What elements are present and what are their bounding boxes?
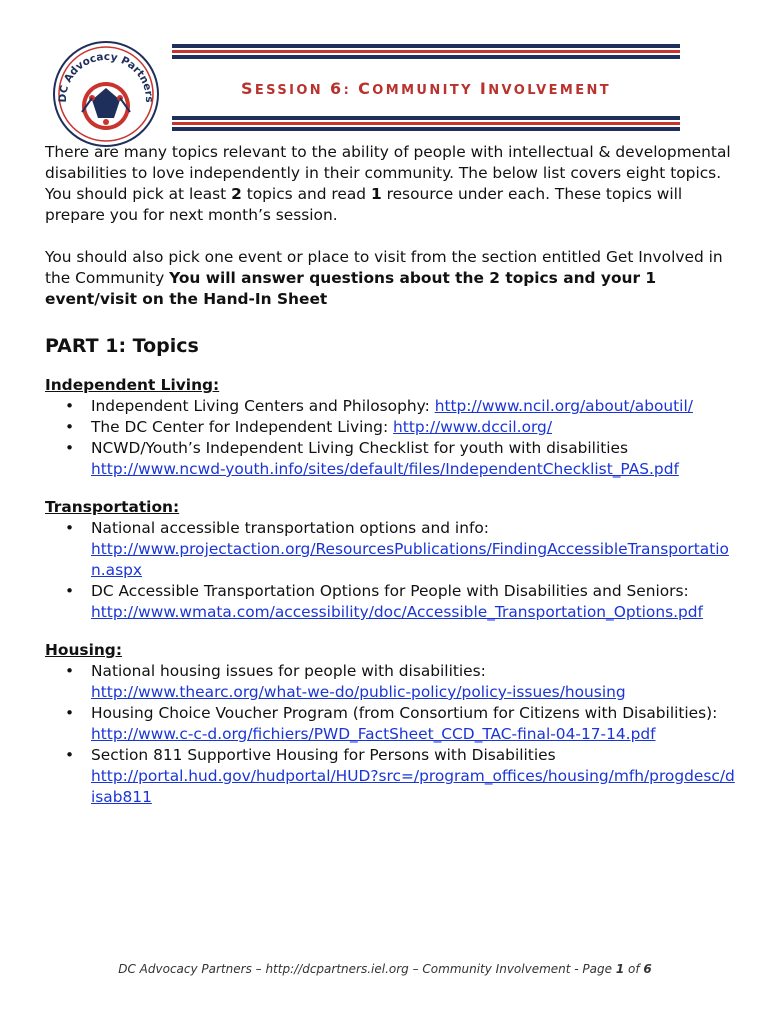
housing-list bbox=[45, 661, 735, 808]
resource-link[interactable]: http://www.dccil.org/ bbox=[393, 418, 553, 436]
list-item: • Section 811 Supportive Housing for Persons with Disabilities http://portal.hud.gov/hudportal/HUD?src=/program_offices/housing/mfh/progdesc/disab811 bbox=[65, 746, 735, 806]
resource-link[interactable]: http://portal.hud.gov/hudportal/HUD?src=/program_offices/housing/mfh/progdesc/disab811 bbox=[91, 767, 735, 806]
resource-link[interactable]: http://www.c-c-d.org/fichiers/PWD_FactSheet_CCD_TAC-final-04-17-14.pdf bbox=[91, 725, 656, 743]
logo-text: DC Advocacy Partners bbox=[56, 50, 156, 103]
list-item: • NCWD/Youth’s Independent Living Checklist for youth with disabilities http://www.ncwd-youth.info/sites/default/files/IndependentChecklist_PAS.pdf bbox=[65, 439, 679, 478]
transportation-list bbox=[45, 518, 735, 623]
dc-advocacy-partners-logo bbox=[52, 40, 160, 148]
resource-link[interactable]: http://www.ncil.org/about/aboutil/ bbox=[434, 397, 693, 415]
list-item: • National housing issues for people with disabilities: http://www.thearc.org/what-we-do/public-policy/policy-issues/housing bbox=[65, 662, 626, 701]
intro-paragraph-2: You should also pick one event or place to visit from the section entitled Get Involved in the Community You will answer questions about the 2 topics and your 1 event/visit on the Hand-In Sheet bbox=[45, 248, 723, 308]
resource-link[interactable]: http://www.thearc.org/what-we-do/public-policy/policy-issues/housing bbox=[91, 683, 626, 701]
list-item: • Housing Choice Voucher Program (from Consortium for Citizens with Disabilities): http://www.c-c-d.org/fichiers/PWD_FactSheet_CCD_TAC-final-04-17-14.pdf bbox=[65, 704, 718, 743]
section-heading-independent-living: Independent Living: bbox=[45, 376, 220, 394]
document-body bbox=[45, 142, 735, 808]
list-item: • The DC Center for Independent Living: http://www.dccil.org/ bbox=[65, 418, 553, 436]
list-item: • National accessible transportation options and info: http://www.projectaction.org/ResourcesPublications/FindingAccessibleTransportation.aspx bbox=[65, 519, 729, 579]
page-footer: DC Advocacy Partners – http://dcpartners.iel.org – Community Involvement - Page 1 of 6 bbox=[118, 962, 652, 976]
part1-heading: PART 1: Topics bbox=[45, 335, 199, 357]
resource-link[interactable]: http://www.wmata.com/accessibility/doc/Accessible_Transportation_Options.pdf bbox=[91, 603, 703, 621]
session-title: SESSION 6: COMMUNITY INVOLVEMENT bbox=[240, 79, 612, 98]
resource-link[interactable]: http://www.projectaction.org/ResourcesPublications/FindingAccessibleTransportation.aspx bbox=[91, 540, 729, 579]
list-item: • DC Accessible Transportation Options for People with Disabilities and Seniors: http://www.wmata.com/accessibility/doc/Accessible_Transportation_Options.pdf bbox=[65, 582, 703, 621]
list-item: • Independent Living Centers and Philosophy: http://www.ncil.org/about/aboutil/ bbox=[65, 397, 693, 415]
independent-living-list bbox=[45, 396, 735, 480]
section-heading-housing: Housing: bbox=[45, 641, 122, 659]
section-heading-transportation: Transportation: bbox=[45, 498, 180, 516]
resource-link[interactable]: http://www.ncwd-youth.info/sites/default/files/IndependentChecklist_PAS.pdf bbox=[91, 460, 679, 478]
intro-paragraph-1: There are many topics relevant to the ability of people with intellectual & developmental disabilities to love independently in their community. The below list covers eight topics. You should pick at least 2 topics and read 1 resource under each. These topics will prepare you for next month’s session. bbox=[45, 143, 731, 224]
